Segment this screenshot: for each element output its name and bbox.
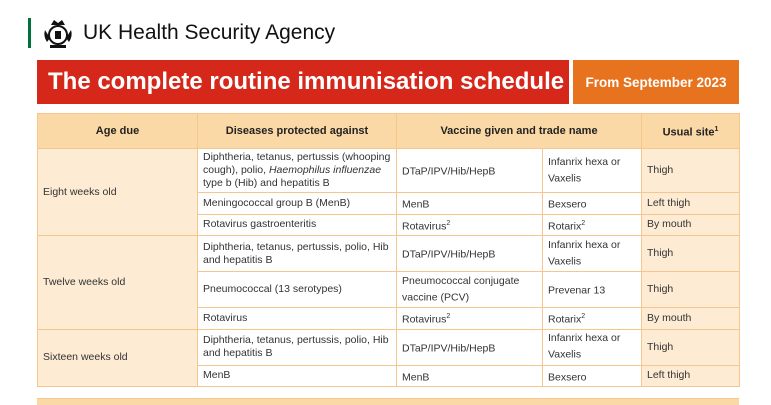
trade-name-cell: Infanrix hexa or Vaxelis [543,329,642,365]
page-header [28,16,335,50]
agency-name: UK Health Security Agency [83,21,336,44]
royal-crest-icon [41,16,75,50]
trade-name-cell: Prevenar 13 [543,272,642,308]
vaccine-cell: Rotavirus$^2$ [397,214,543,236]
vaccine-cell: MenB [397,365,543,387]
usual-site-cell: Thigh [642,149,740,193]
usual-site-cell: Thigh [642,236,740,272]
diseases-cell: Meningococcal group B (MenB) [198,193,397,215]
vaccine-cell: Rotavirus$^2$ [397,308,543,330]
vaccine-cell: DTaP/IPV/Hib/HepB [397,236,543,272]
diseases-cell: Pneumococcal (13 serotypes) [198,272,397,308]
trade-name-cell: Rotarix$^2$ [543,214,642,236]
vaccine-cell: DTaP/IPV/Hib/HepB [397,329,543,365]
column-header-site: Usual site$^1$ [642,114,740,149]
usual-site-cell: Left thigh [642,193,740,215]
title-banner [37,60,739,104]
diseases-cell: Rotavirus [198,308,397,330]
age-due-cell: Sixteen weeks old [38,329,198,387]
usual-site-cell: By mouth [642,308,740,330]
table-header-row [38,114,740,149]
trade-name-cell: Bexsero [543,193,642,215]
age-due-cell: Twelve weeks old [38,236,198,330]
table-row [38,236,740,272]
usual-site-cell: Left thigh [642,365,740,387]
table-row [38,329,740,365]
column-header-vaccine: Vaccine given and trade name [397,114,642,149]
diseases-cell: Rotavirus gastroenteritis [198,214,397,236]
trade-name-cell: Infanrix hexa or Vaxelis [543,149,642,193]
page-title: The complete routine immunisation schedule [37,60,569,104]
trade-name-cell: Infanrix hexa or Vaxelis [543,236,642,272]
diseases-cell: MenB [198,365,397,387]
vaccine-cell: Pneumococcal conjugate vaccine (PCV) [397,272,543,308]
next-row-edge [37,398,739,405]
effective-date: From September 2023 [573,60,739,104]
usual-site-cell: Thigh [642,272,740,308]
vaccine-cell: DTaP/IPV/Hib/HepB [397,149,543,193]
column-header-age: Age due [38,114,198,149]
diseases-cell: Diphtheria, tetanus, pertussis (whooping cough), polio, Haemophilus influenzae type b (Hib) and hepatitis B [198,149,397,193]
diseases-cell: Diphtheria, tetanus, pertussis, polio, Hib and hepatitis B [198,236,397,272]
brand-accent-bar [28,18,31,48]
trade-name-cell: Rotarix$^2$ [543,308,642,330]
age-due-cell: Eight weeks old [38,149,198,236]
trade-name-cell: Bexsero [543,365,642,387]
table-row [38,149,740,193]
usual-site-cell: By mouth [642,214,740,236]
diseases-cell: Diphtheria, tetanus, pertussis, polio, Hib and hepatitis B [198,329,397,365]
vaccine-cell: MenB [397,193,543,215]
column-header-diseases: Diseases protected against [198,114,397,149]
usual-site-cell: Thigh [642,329,740,365]
immunisation-schedule-table [37,113,740,387]
